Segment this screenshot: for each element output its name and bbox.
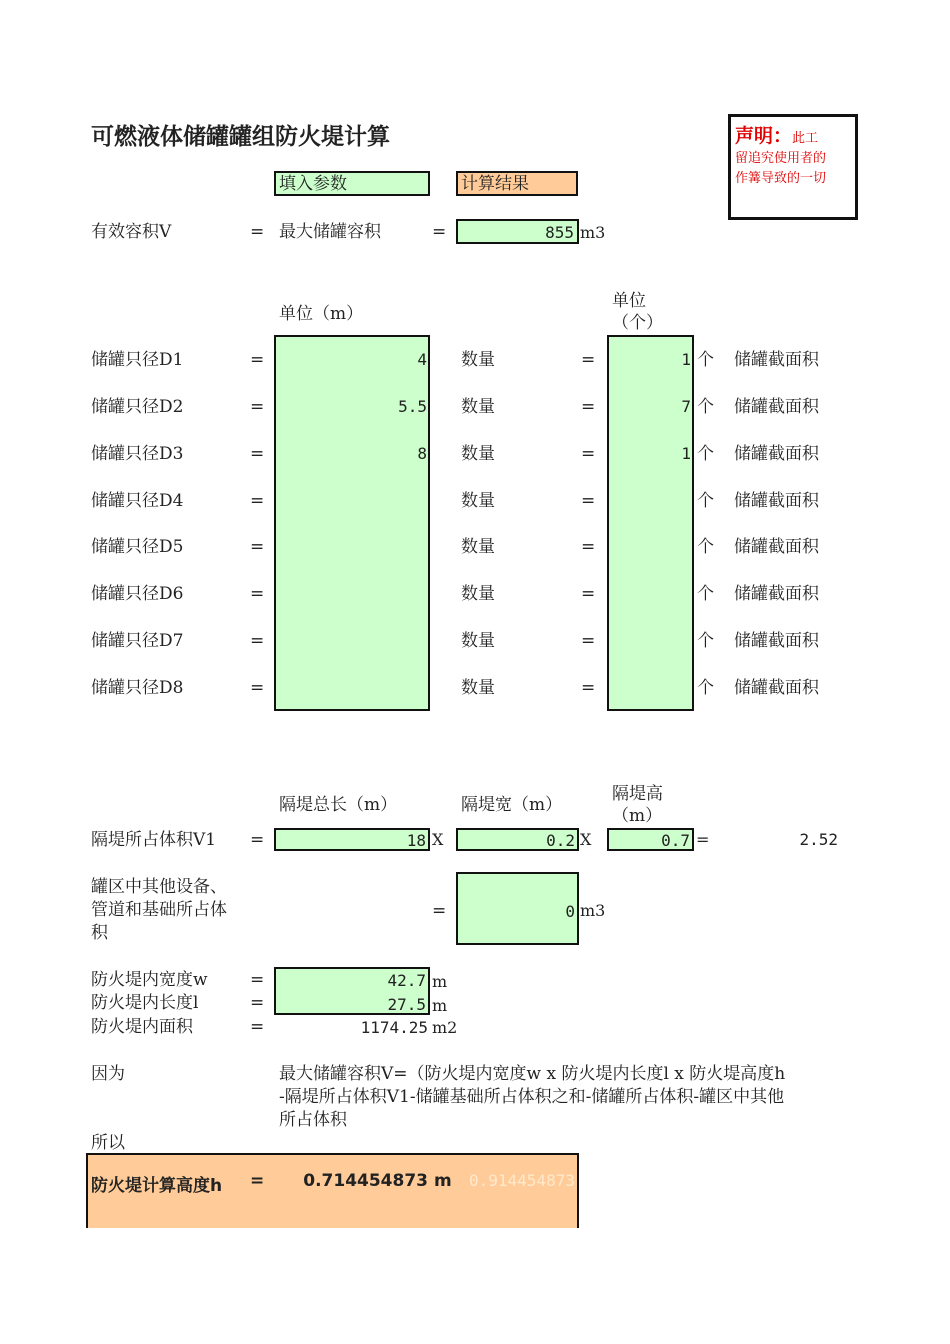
equals-sign: = bbox=[581, 350, 596, 370]
unit-label: 个 bbox=[697, 631, 714, 651]
dike-length-value: 18 bbox=[406, 831, 426, 850]
tank-area-label: 储罐截面积 bbox=[734, 584, 819, 604]
equals-sign: = bbox=[581, 678, 596, 698]
tank-diameter-label: 储罐只径D2 bbox=[91, 397, 184, 417]
unit-label: 个 bbox=[697, 397, 714, 417]
volume-label: 有效容积V bbox=[91, 222, 172, 242]
tank-area-label: 储罐截面积 bbox=[734, 537, 819, 557]
equals-sign: = bbox=[250, 830, 265, 850]
tank-count-input[interactable]: 7 bbox=[681, 397, 691, 416]
formula-line: 所占体积 bbox=[279, 1110, 347, 1130]
tank-diameter-input[interactable]: 8 bbox=[417, 444, 427, 463]
equals-sign: = bbox=[581, 397, 596, 417]
unit-label: 个 bbox=[697, 584, 714, 604]
unit-label: 个 bbox=[697, 537, 714, 557]
tank-diameter-input[interactable]: 5.5 bbox=[398, 397, 427, 416]
equals-sign: = bbox=[250, 584, 265, 604]
dike-height-header: （m） bbox=[612, 806, 663, 826]
unit-label: m3 bbox=[580, 223, 606, 242]
unit-label: 个 bbox=[697, 491, 714, 511]
dike-height-header: 隔堤高 bbox=[612, 784, 663, 804]
tank-diameter-label: 储罐只径D1 bbox=[91, 350, 184, 370]
unit-label: m2 bbox=[432, 1018, 458, 1037]
equals-sign: = bbox=[250, 537, 265, 557]
equals-sign: = bbox=[432, 901, 447, 921]
legend-result-label: 计算结果 bbox=[461, 174, 529, 194]
equals-sign: = bbox=[250, 678, 265, 698]
declaration-box bbox=[728, 114, 858, 220]
inner-width-value[interactable]: 42.7 bbox=[387, 971, 426, 990]
declaration-line: 留追究使用者的 bbox=[735, 151, 827, 166]
unit-label: 个 bbox=[697, 678, 714, 698]
tank-count-label: 数量 bbox=[461, 537, 495, 557]
dike-volume-label: 隔堤所占体积V1 bbox=[91, 830, 217, 850]
unit-label: 个 bbox=[697, 444, 714, 464]
other-volume-value: 0 bbox=[565, 902, 575, 921]
dike-volume-result: 2.52 bbox=[799, 830, 838, 849]
unit-label: m3 bbox=[580, 901, 606, 920]
other-volume-label: 管道和基础所占体 bbox=[91, 900, 227, 920]
other-volume-label: 罐区中其他设备、 bbox=[91, 877, 227, 897]
max-tank-volume-input[interactable] bbox=[456, 219, 579, 244]
because-label: 因为 bbox=[91, 1064, 125, 1084]
inner-dimensions-input bbox=[274, 967, 430, 1015]
dike-height-input[interactable] bbox=[607, 828, 694, 851]
page-title: 可燃液体储罐罐组防火堤计算 bbox=[91, 124, 390, 150]
inner-length-value[interactable]: 27.5 bbox=[387, 995, 426, 1014]
result-box bbox=[86, 1153, 579, 1228]
equals-sign: = bbox=[250, 222, 265, 242]
count-unit-header: 单位 bbox=[612, 291, 646, 311]
declaration-line: 此工 bbox=[792, 131, 819, 146]
tank-area-label: 储罐截面积 bbox=[734, 678, 819, 698]
result-unit: m bbox=[434, 1171, 452, 1191]
legend-input-label: 填入参数 bbox=[279, 174, 347, 194]
tank-diameter-label: 储罐只径D6 bbox=[91, 584, 184, 604]
equals-sign: = bbox=[581, 631, 596, 651]
formula-line: -隔堤所占体积V1-储罐基础所占体积之和-储罐所占体积-罐区中其他 bbox=[279, 1087, 785, 1107]
inner-length-label: 防火堤内长度l bbox=[91, 993, 199, 1013]
dike-length-input[interactable] bbox=[274, 828, 430, 851]
dike-width-input[interactable] bbox=[456, 828, 579, 851]
tank-diameter-label: 储罐只径D7 bbox=[91, 631, 184, 651]
tank-count-label: 数量 bbox=[461, 584, 495, 604]
tank-count-input[interactable]: 1 bbox=[681, 350, 691, 369]
formula-line: 最大储罐容积V=（防火堤内宽度w x 防火堤内长度l x 防火堤高度h bbox=[279, 1064, 786, 1084]
equals-sign: = bbox=[250, 1017, 265, 1037]
equals-sign: = bbox=[250, 397, 265, 417]
tank-count-label: 数量 bbox=[461, 397, 495, 417]
tank-count-input[interactable]: 1 bbox=[681, 444, 691, 463]
tank-diameter-label: 储罐只径D4 bbox=[91, 491, 184, 511]
other-volume-input[interactable] bbox=[456, 872, 579, 945]
so-label: 所以 bbox=[91, 1133, 125, 1153]
unit-label: m bbox=[432, 996, 448, 1015]
tank-area-label: 储罐截面积 bbox=[734, 397, 819, 417]
result-value: 0.714454873 bbox=[303, 1171, 428, 1191]
tank-area-label: 储罐截面积 bbox=[734, 444, 819, 464]
formula-text bbox=[279, 1064, 841, 1136]
tank-diameter-label: 储罐只径D8 bbox=[91, 678, 184, 698]
equals-sign: = bbox=[250, 491, 265, 511]
unit-label: 个 bbox=[697, 350, 714, 370]
equals-sign: = bbox=[581, 584, 596, 604]
equals-sign: = bbox=[250, 444, 265, 464]
dike-length-header: 隔堤总长（m） bbox=[279, 795, 398, 815]
tank-area-label: 储罐截面积 bbox=[734, 491, 819, 511]
max-tank-volume-label: 最大储罐容积 bbox=[279, 222, 381, 242]
tank-area-label: 储罐截面积 bbox=[734, 350, 819, 370]
inner-area-value: 1174.25 bbox=[360, 1018, 428, 1037]
tank-count-label: 数量 bbox=[461, 631, 495, 651]
tank-count-label: 数量 bbox=[461, 678, 495, 698]
equals-sign: = bbox=[696, 830, 710, 849]
equals-sign: = bbox=[432, 222, 447, 242]
tank-diameter-label: 储罐只径D5 bbox=[91, 537, 184, 557]
tank-count-label: 数量 bbox=[461, 491, 495, 511]
tank-count-label: 数量 bbox=[461, 444, 495, 464]
tank-diameter-input[interactable]: 4 bbox=[417, 350, 427, 369]
times-sign: X bbox=[580, 830, 592, 849]
result-label: 防火堤计算高度h bbox=[91, 1176, 223, 1196]
count-input-column bbox=[607, 335, 694, 711]
equals-sign: = bbox=[581, 491, 596, 511]
equals-sign: = bbox=[250, 350, 265, 370]
declaration-heading: 声明： bbox=[735, 125, 793, 147]
equals-sign: = bbox=[250, 993, 265, 1013]
equals-sign: = bbox=[250, 1171, 265, 1191]
inner-area-label: 防火堤内面积 bbox=[91, 1017, 193, 1037]
dike-width-value: 0.2 bbox=[546, 831, 575, 850]
tank-diameter-label: 储罐只径D3 bbox=[91, 444, 184, 464]
equals-sign: = bbox=[581, 444, 596, 464]
equals-sign: = bbox=[250, 970, 265, 990]
diameter-input-column bbox=[274, 335, 430, 711]
diameter-unit-header: 单位（m） bbox=[279, 304, 364, 324]
inner-width-label: 防火堤内宽度w bbox=[91, 970, 208, 990]
legend-input-swatch bbox=[274, 171, 430, 196]
other-volume-label: 积 bbox=[91, 923, 108, 943]
tank-count-label: 数量 bbox=[461, 350, 495, 370]
count-unit-header: （个） bbox=[612, 313, 663, 333]
result-faded-value: 0.914454873 bbox=[469, 1171, 575, 1190]
max-tank-volume-value: 855 bbox=[545, 223, 574, 242]
dike-height-value: 0.7 bbox=[661, 831, 690, 850]
times-sign: X bbox=[432, 830, 444, 849]
equals-sign: = bbox=[250, 631, 265, 651]
dike-width-header: 隔堤宽（m） bbox=[461, 795, 563, 815]
unit-label: m bbox=[432, 972, 448, 991]
equals-sign: = bbox=[581, 537, 596, 557]
tank-area-label: 储罐截面积 bbox=[734, 631, 819, 651]
declaration-line: 作篝导致的一切 bbox=[735, 171, 827, 186]
legend-result-swatch bbox=[456, 171, 578, 196]
